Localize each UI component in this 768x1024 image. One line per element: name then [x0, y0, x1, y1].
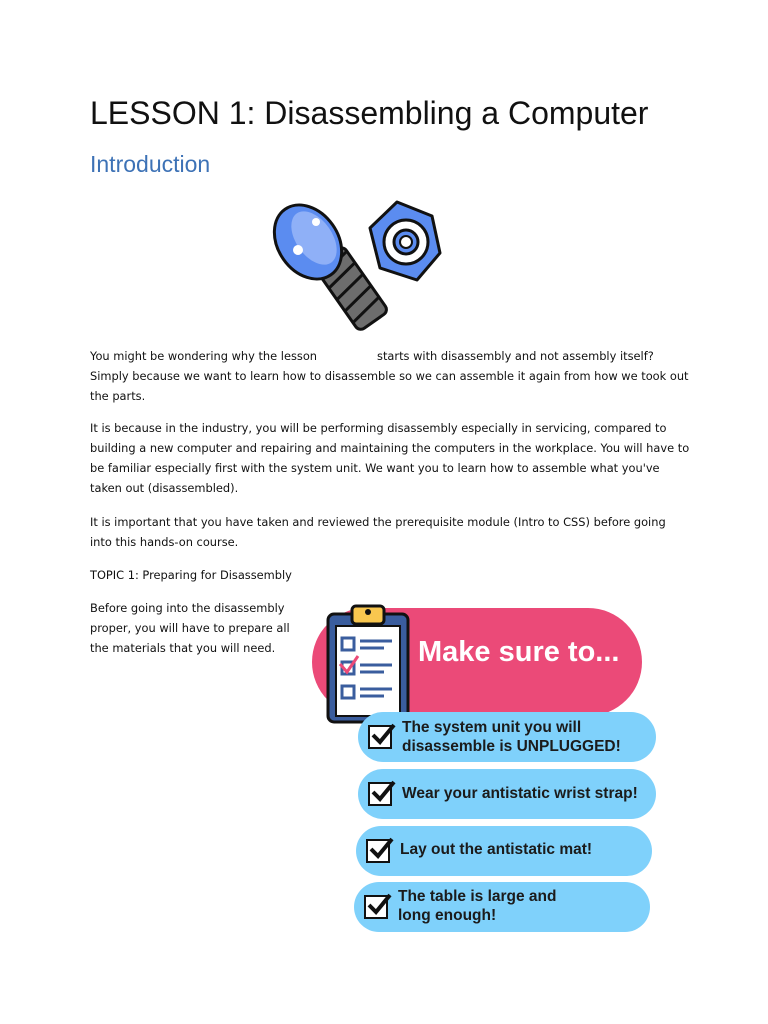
checkbox-checked-icon	[368, 725, 392, 749]
checklist-item-unplugged	[358, 712, 656, 762]
checklist-item-antistatic-mat	[356, 826, 652, 876]
intro-paragraph-1	[90, 346, 690, 406]
checkbox-checked-icon	[364, 895, 388, 919]
clipboard-checklist-icon	[318, 604, 418, 724]
screw-and-nut-icon	[270, 198, 450, 338]
checkbox-checked-icon	[366, 839, 390, 863]
make-sure-label: Make sure to...	[418, 636, 620, 668]
intro-paragraph-1-start: You might be wondering why the lesson	[90, 349, 318, 363]
checklist-item-wrist-strap	[358, 769, 656, 819]
checklist-item-line: long enough!	[398, 907, 497, 924]
intro-paragraph-3: It is important that you have taken and reviewed the prerequisite module (Intro to CSS) before going into this hands-on course.	[90, 515, 666, 549]
checklist-item-text	[402, 718, 621, 756]
checklist-item-line: The system unit you will	[402, 719, 582, 736]
topic-heading: TOPIC 1: Preparing for Disassembly	[90, 568, 292, 582]
checklist-infographic	[300, 598, 660, 943]
lesson-title: LESSON 1: Disassembling a Computer	[90, 95, 649, 131]
intro-paragraph-1-rest: starts with disassembly and not assembly itself? Simply because we want to learn how to disassemble so we can assemble it again from how we took out the parts.	[90, 349, 689, 403]
checklist-item-text: Lay out the antistatic mat!	[400, 841, 593, 858]
checklist-item-line: The table is large and	[398, 888, 557, 905]
preparation-paragraph: Before going into the disassembly proper, you will have to prepare all the materials that you will need.	[90, 601, 290, 655]
checkbox-checked-icon	[368, 782, 392, 806]
introduction-heading: Introduction	[90, 151, 211, 177]
intro-paragraph-2: It is because in the industry, you will be performing disassembly especially in servicing, compared to building a new computer and repairing and maintaining the computers in the workplace. You will have to be familiar especially first with the system unit. We want you to learn how to assemble what you've taken out (disassembled).	[90, 421, 690, 495]
checklist-item-line: disassemble is UNPLUGGED!	[402, 738, 621, 755]
checklist-item-text: Wear your antistatic wrist strap!	[402, 785, 638, 802]
checklist-item-table-size	[354, 882, 650, 932]
checklist-item-text	[398, 887, 557, 925]
